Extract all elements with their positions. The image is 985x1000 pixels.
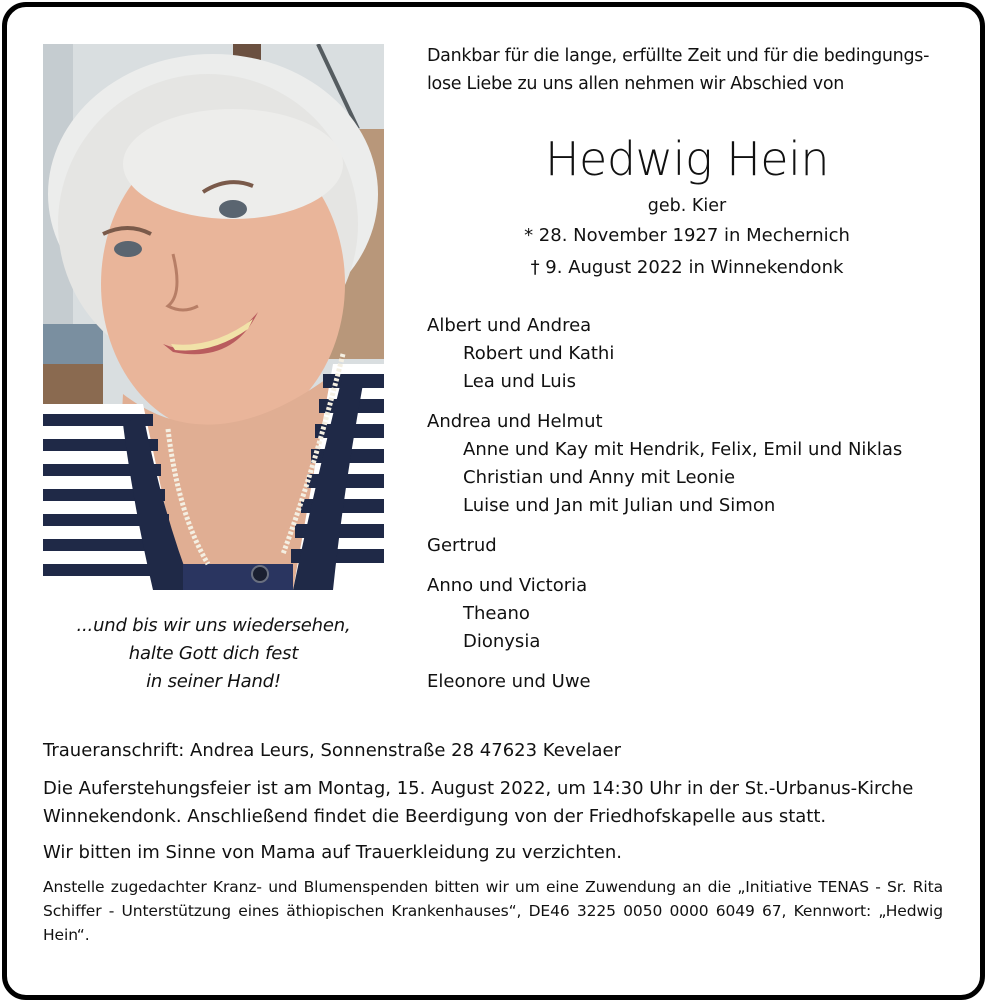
family-head: Albert und Andrea bbox=[427, 315, 592, 336]
family-head: Andrea und Helmut bbox=[427, 411, 603, 432]
death-date: † 9. August 2022 in Winnekendonk bbox=[530, 257, 844, 278]
family-member: Luise und Jan mit Julian und Simon bbox=[463, 495, 776, 516]
mourners-list bbox=[427, 312, 967, 708]
ceremony-info: Die Auferstehungsfeier ist am Montag, 15. August 2022, um 14:30 Uhr in der St.-Urbanus-Kirche Winnekendonk. Anschließend findet die Beerdigung von der Friedhofskapelle aus statt. bbox=[43, 778, 914, 827]
family-group bbox=[427, 312, 967, 396]
deceased-block bbox=[427, 128, 947, 284]
deceased-name: Hedwig Hein bbox=[544, 132, 830, 186]
family-member: Lea und Luis bbox=[463, 371, 577, 392]
quote-line-2: halte Gott dich fest bbox=[128, 643, 299, 664]
donation-request: Anstelle zugedachter Kranz- und Blumenspenden bitten wir um eine Zuwendung an die „Initiative TENAS - Sr. Rita Schiffer - Unterstützung eines äthiopischen Krankenhauses“, DE46 3225 0050 0000 6049 67, Kennwort: „Hedwig Hein“. bbox=[43, 878, 943, 944]
family-member: Anne und Kay mit Hendrik, Felix, Emil und Niklas bbox=[463, 439, 903, 460]
family-head: Eleonore und Uwe bbox=[427, 671, 591, 692]
family-member: Theano bbox=[463, 603, 530, 624]
family-group bbox=[427, 572, 967, 656]
family-member: Christian und Anny mit Leonie bbox=[463, 467, 736, 488]
family-group bbox=[427, 408, 967, 520]
portrait-image bbox=[43, 44, 384, 590]
notice-footer bbox=[43, 737, 943, 955]
family-head: Anno und Victoria bbox=[427, 575, 588, 596]
family-group bbox=[427, 668, 967, 696]
family-member: Dionysia bbox=[463, 631, 541, 652]
birth-date: * 28. November 1927 in Mechernich bbox=[524, 225, 850, 246]
family-group bbox=[427, 532, 967, 560]
intro-line-1: Dankbar für die lange, erfüllte Zeit und für die bedingungs- bbox=[427, 46, 930, 66]
quote-line-3: in seiner Hand! bbox=[146, 671, 281, 692]
memorial-quote bbox=[43, 612, 384, 696]
intro-line-2: lose Liebe zu uns allen nehmen wir Abschied von bbox=[427, 74, 845, 94]
condolence-address: Traueranschrift: Andrea Leurs, Sonnenstraße 28 47623 Kevelaer bbox=[43, 740, 622, 761]
family-member: Robert und Kathi bbox=[463, 343, 615, 364]
maiden-name: geb. Kier bbox=[647, 196, 727, 216]
dress-request: Wir bitten im Sinne von Mama auf Trauerkleidung zu verzichten. bbox=[43, 842, 622, 863]
intro-text bbox=[427, 42, 967, 98]
portrait-photo bbox=[43, 44, 384, 590]
family-head: Gertrud bbox=[427, 535, 497, 556]
quote-line-1: ...und bis wir uns wiedersehen, bbox=[76, 615, 351, 636]
